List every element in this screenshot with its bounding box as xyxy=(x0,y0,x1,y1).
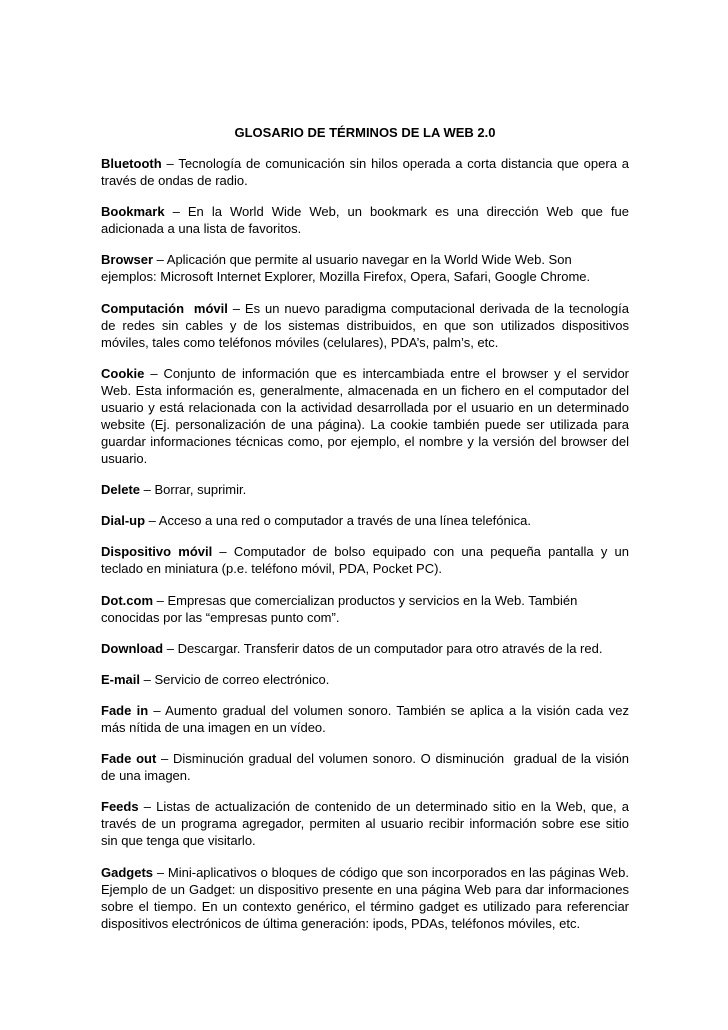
entry-definition: – Servicio de correo electrónico. xyxy=(140,671,330,687)
entry-term: Fade in xyxy=(101,703,149,719)
entry-definition: – Conjunto de información que es intercambiada entre el browser y el servidor Web. Esta información es, generalmente, almacenada en un fichero en el computador del usuario y está relacionada con la actividad desarrollada por el usuario en un determinado website (Ej. personalización de una página). La cookie también puede ser utilizada para guardar informaciones técnicas como, por ejemplo, el nombre y la versión del browser del usuario. xyxy=(101,365,629,466)
entry-term: Cookie xyxy=(101,365,145,381)
glossary-entry-dispositivo-movil xyxy=(101,543,629,577)
glossary-entry-fade-out xyxy=(101,750,633,784)
entry-definition: – Descargar. Transferir datos de un computador para otro através de la red. xyxy=(163,640,603,656)
entry-definition: – Aumento gradual del volumen sonoro. También se aplica a la visión cada vez más nítida de una imagen en un vídeo. xyxy=(101,703,629,736)
entry-term: Gadgets xyxy=(101,864,154,880)
entry-term: Browser xyxy=(101,252,154,268)
entry-term: Feeds xyxy=(101,799,139,815)
glossary-entry-download xyxy=(101,640,629,657)
entry-definition: – Empresas que comercializan productos y servicios en la Web. También conocidas por las “empresas punto com”. xyxy=(101,592,578,625)
entry-term: Dot.com xyxy=(101,592,153,608)
entry-term: Computación móvil xyxy=(101,300,228,316)
entry-definition: – Mini-aplicativos o bloques de código que son incorporados en las páginas Web. Ejemplo de un Gadget: un dispositivo presente en una página Web para dar informaciones sobre el tiempo. En un contexto genérico, el término gadget es utilizado para referenciar dispositivos electrónicos de última generación: ipods, PDAs, teléfonos móviles, etc. xyxy=(101,864,629,931)
glossary-entry-delete xyxy=(101,481,629,498)
glossary-entry-gadgets xyxy=(101,864,629,932)
glossary-entry-bookmark xyxy=(101,203,629,237)
entry-term: Fade out xyxy=(101,751,157,767)
entry-term: Bookmark xyxy=(101,204,165,220)
entry-definition: – Tecnología de comunicación sin hilos operada a corta distancia que opera a través de ondas de radio. xyxy=(101,156,629,188)
entry-term: Delete xyxy=(101,481,141,497)
entry-term: Dispositivo móvil xyxy=(101,544,213,560)
document-page xyxy=(101,124,633,946)
document-title: GLOSARIO DE TÉRMINOS DE LA WEB 2.0 xyxy=(234,125,496,140)
entry-term: Download xyxy=(101,640,164,656)
entry-definition: – En la World Wide Web, un bookmark es una dirección Web que fue adicionada a una lista de favoritos. xyxy=(101,204,629,237)
glossary-entry-cookie xyxy=(101,365,629,467)
entry-definition: – Acceso a una red o computador a través de una línea telefónica. xyxy=(145,513,531,529)
glossary-entry-bluetooth xyxy=(101,155,629,189)
entry-definition: – Computador de bolso equipado con una pequeña pantalla y un teclado en miniatura (p.e. teléfono móvil, PDA, Pocket PC). xyxy=(101,544,630,577)
entry-definition: – Borrar, suprimir. xyxy=(140,481,247,497)
glossary-entry-dial-up xyxy=(101,512,629,529)
entry-definition: – Es un nuevo paradigma computacional derivada de la tecnología de redes sin cables y de los sistemas distribuidos, en que son utilizados dispositivos móviles, tales como teléfonos móviles (celulares), PDA’s, palm’s, etc. xyxy=(101,300,629,350)
entry-term: E-mail xyxy=(101,671,141,687)
glossary-entry-e-mail xyxy=(101,671,629,688)
glossary-entry-fade-in xyxy=(101,702,629,736)
entry-definition: – Aplicación que permite al usuario navegar en la World Wide Web. Son ejemplos: Microsoft Internet Explorer, Mozilla Firefox, Opera, Safari, Google Chrome. xyxy=(101,252,591,285)
glossary-entry-browser xyxy=(101,251,629,285)
glossary-entry-dot-com xyxy=(101,592,629,626)
glossary-entry-computacion-movil xyxy=(101,300,629,351)
entry-definition: – Listas de actualización de contenido de un determinado sitio en la Web, que, a través de un programa agregador, permiten al usuario recibir información sobre ese sitio sin que tenga que visitarlo. xyxy=(101,799,629,849)
entry-definition: – Disminución gradual del volumen sonoro. O disminución gradual de la visión de una imagen. xyxy=(101,751,633,784)
glossary-entry-feeds xyxy=(101,798,629,849)
entry-term: Bluetooth xyxy=(101,156,162,171)
entry-term: Dial-up xyxy=(101,513,146,529)
